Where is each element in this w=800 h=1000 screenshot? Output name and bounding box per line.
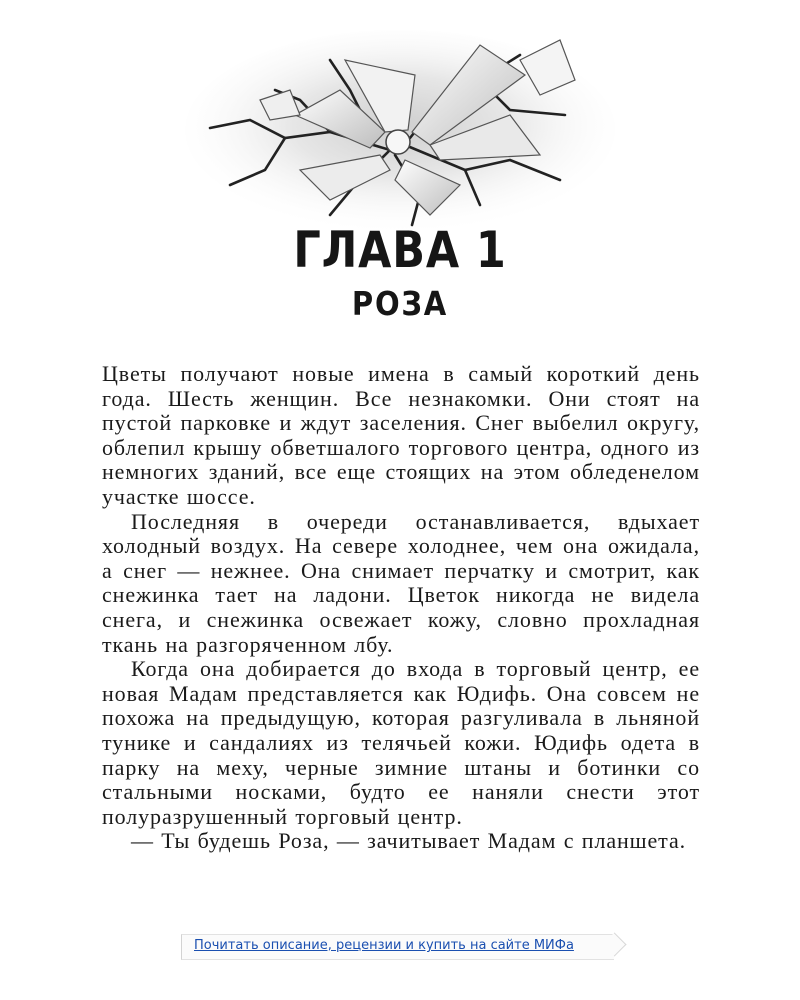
store-link-banner <box>181 934 614 960</box>
chapter-title: ГЛАВА 1 <box>293 221 507 279</box>
chapter-text <box>102 362 700 854</box>
chapter-subtitle: РОЗА <box>351 284 449 323</box>
paragraph: Когда она добирается до входа в торговый центр, ее новая Мадам представляется как Юдифь. Она совсем не похожа на предыдущую, которая разгуливала в льняной тунике и сандалиях из телячьей кожи. Юдифь одета в парку на меху, черные зимние штаны и ботинки со стальными носками, будто ее наняли снести этот полуразрушенный торговый центр. <box>102 656 700 829</box>
paragraph: Цветы получают новые имена в самый короткий день года. Шесть женщин. Все незнакомки. Они стоят на пустой парковке и ждут заселения. Снег выбелил округу, облепил крышу обветшалого торгового центра, одного из немногих зданий, все еще стоящих на этом обледенелом участке шоссе. <box>102 361 700 509</box>
paragraph: — Ты будешь Роза, — зачитывает Мадам с планшета. <box>131 828 687 854</box>
cracked-wall-illustration <box>180 20 620 230</box>
paragraph: Последняя в очереди останавливается, вдыхает холодный воздух. На севере холоднее, чем она ожидала, а снег — нежнее. Она снимает перчатку и смотрит, как снежинка тает на ладони. Цветок никогда не видела снега, и снежинка освежает кожу, словно прохладная ткань на разгоряченном лбу. <box>102 508 700 657</box>
store-link[interactable]: Почитать описание, рецензии и купить на сайте МИФа <box>194 938 574 953</box>
